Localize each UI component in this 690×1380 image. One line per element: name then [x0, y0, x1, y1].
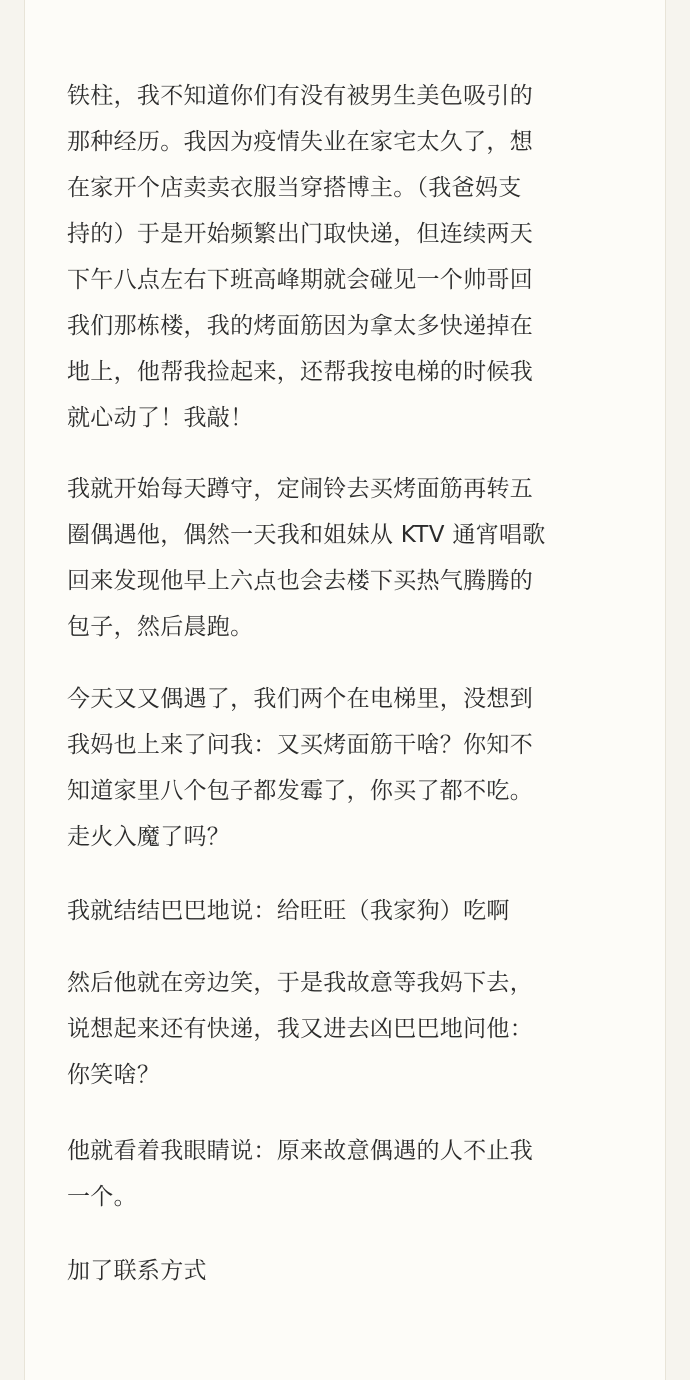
text-line: 我们那栋楼，我的烤面筋因为拿太多快递掉在 — [67, 313, 533, 339]
text-line: 今天又又偶遇了，我们两个在电梯里，没想到 — [67, 686, 533, 712]
text-line: 包子，然后晨跑。 — [67, 614, 254, 640]
text-line: 我就结结巴巴地说：给旺旺（我家狗）吃啊 — [67, 898, 510, 924]
text-line: 你笑啥？ — [67, 1062, 161, 1088]
text-line: 回来发现他早上六点也会去楼下买热气腾腾的 — [67, 568, 533, 594]
text-line: 铁柱，我不知道你们有没有被男生美色吸引的 — [67, 83, 533, 109]
text-line: 走火入魔了吗？ — [67, 824, 231, 850]
paragraph-6 — [67, 1128, 647, 1220]
text-line: 然后他就在旁边笑，于是我故意等我妈下去， — [67, 970, 533, 996]
paragraph-5 — [67, 960, 647, 1098]
text-line: 圈偶遇他，偶然一天我和姐妹从 KTV 通宵唱歌 — [67, 522, 546, 548]
text-line: 那种经历。我因为疫情失业在家宅太久了，想 — [67, 129, 533, 155]
text-line: 我就开始每天蹲守，定闹铃去买烤面筋再转五 — [67, 476, 533, 502]
text-line: 知道家里八个包子都发霉了，你买了都不吃。 — [67, 778, 533, 804]
text-line: 持的）于是开始频繁出门取快递，但连续两天 — [67, 221, 533, 247]
text-line: 就心动了！我敲！ — [67, 405, 254, 431]
text-line: 说想起来还有快递，我又进去凶巴巴地问他： — [67, 1016, 533, 1042]
text-line: 加了联系方式 — [67, 1258, 207, 1284]
article-page — [24, 0, 666, 1380]
paragraph-1 — [67, 73, 647, 441]
paragraph-7 — [67, 1248, 647, 1294]
paragraph-2 — [67, 466, 647, 650]
text-line: 下午八点左右下班高峰期就会碰见一个帅哥回 — [67, 267, 533, 293]
paragraph-4 — [67, 888, 647, 934]
text-line: 我妈也上来了问我：又买烤面筋干啥？你知不 — [67, 732, 533, 758]
paragraph-3 — [67, 676, 647, 860]
text-line: 他就看着我眼睛说：原来故意偶遇的人不止我 — [67, 1138, 533, 1164]
text-line: 一个。 — [67, 1184, 137, 1210]
text-line: 在家开个店卖卖衣服当穿搭博主。（我爸妈支 — [67, 175, 522, 201]
text-line: 地上，他帮我捡起来，还帮我按电梯的时候我 — [67, 359, 533, 385]
